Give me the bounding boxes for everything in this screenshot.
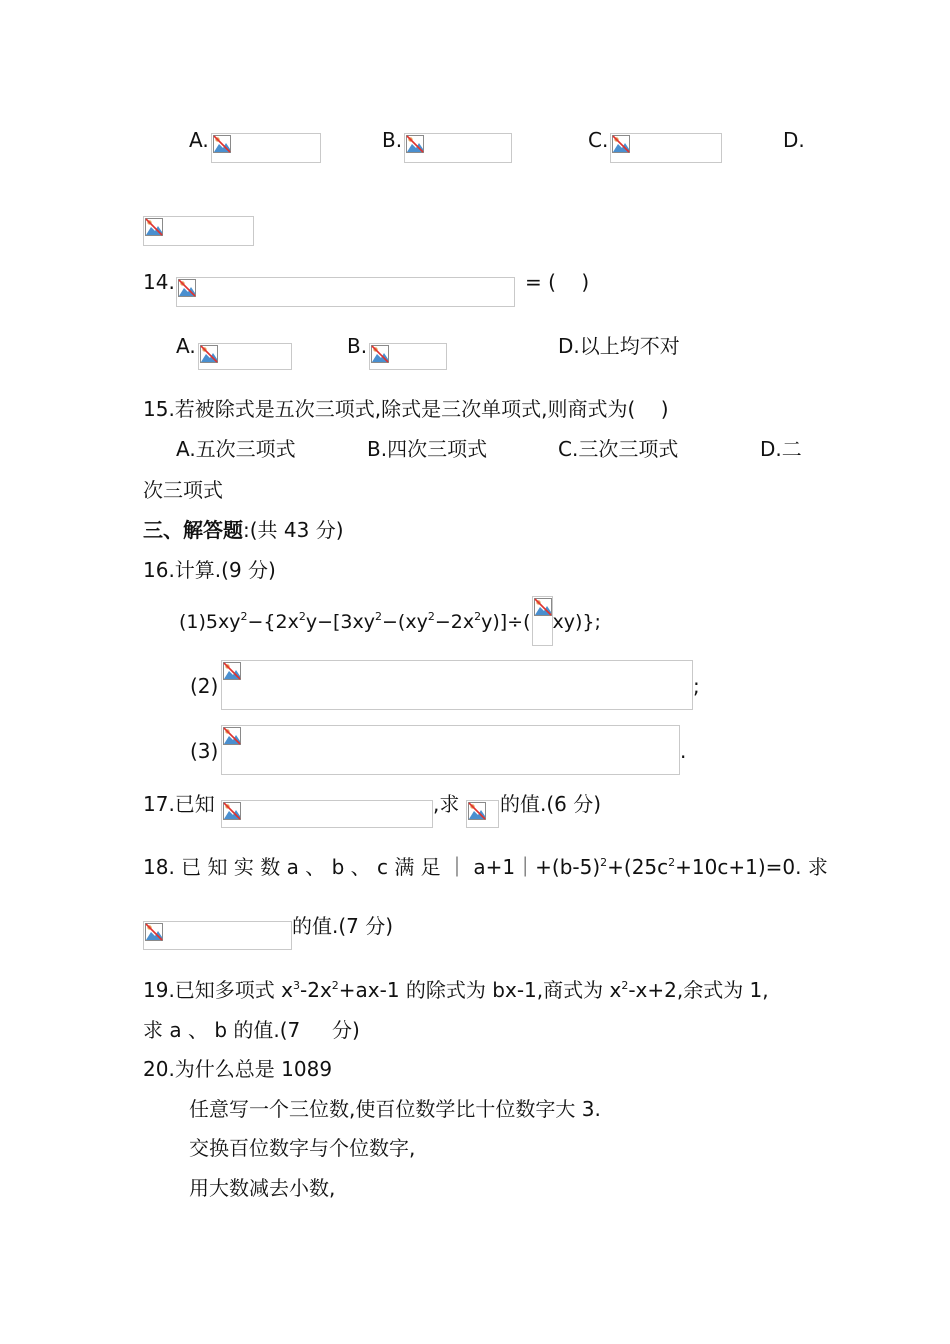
broken-image-icon xyxy=(200,345,218,363)
q13-option-c-image xyxy=(610,133,722,163)
q18-text: 18. 已 知 实 数 a 、 b 、 c 满 足 ｜ a+1｜+(b-5) xyxy=(143,855,601,879)
expr-text: −2x xyxy=(434,611,475,633)
section-heading xyxy=(143,518,344,542)
q15-option-d-continued: 次三项式 xyxy=(143,478,223,502)
q15-option-d: D.二 xyxy=(760,437,802,461)
broken-image-icon xyxy=(534,598,552,616)
q20-line2: 交换百位数字与个位数字, xyxy=(189,1136,416,1160)
q19-line1 xyxy=(143,978,769,1002)
broken-image-icon xyxy=(406,135,424,153)
exponent: 2 xyxy=(474,610,482,623)
broken-image-icon xyxy=(223,662,241,680)
q17-given-image xyxy=(221,800,433,828)
q19-text: -x+2,余式为 1, xyxy=(628,978,769,1002)
exponent: 2 xyxy=(427,610,435,623)
q15-option-b: B.四次三项式 xyxy=(367,437,488,461)
broken-image-icon xyxy=(223,802,241,820)
q15-option-c: C.三次三项式 xyxy=(558,437,679,461)
q18-text: +(25c xyxy=(607,855,669,879)
exponent: 2 xyxy=(375,610,382,623)
q13-option-b-image xyxy=(404,133,512,163)
expr-text: y)]÷( xyxy=(481,611,531,633)
q13-option-d-label: D. xyxy=(783,128,805,152)
q13-option-c-label: C. xyxy=(588,128,609,152)
broken-image-icon xyxy=(223,727,241,745)
exponent: 2 xyxy=(621,979,629,992)
q14-expression-image xyxy=(176,277,515,307)
broken-image-icon xyxy=(371,345,389,363)
q16-part3-label: (3) xyxy=(190,739,219,763)
q14-tail: = ( ) xyxy=(525,270,590,294)
q18-line2-suffix: 的值.(7 分) xyxy=(292,914,394,938)
broken-image-icon xyxy=(145,923,163,941)
q16-part2-end: ; xyxy=(693,674,700,698)
section-title: 三、解答题 xyxy=(143,518,243,542)
broken-image-icon xyxy=(468,802,486,820)
q13-option-a-label: A. xyxy=(189,128,209,152)
q13-option-b-label: B. xyxy=(382,128,403,152)
q19-line2: 求 a 、 b 的值.(7 分) xyxy=(143,1018,360,1042)
q18-target-image xyxy=(143,921,292,950)
q16-part2-label: (2) xyxy=(190,674,219,698)
q17-suffix: 的值.(6 分) xyxy=(500,792,602,816)
q14-option-d: D.以上均不对 xyxy=(558,334,680,358)
q19-text: -2x xyxy=(300,978,332,1002)
q13-option-d-image xyxy=(143,216,254,246)
broken-image-icon xyxy=(145,218,163,236)
exponent: 2 xyxy=(240,610,248,623)
q16-part3-image xyxy=(221,725,680,775)
q17-target-image xyxy=(466,800,499,828)
exponent: 2 xyxy=(600,856,608,869)
q18-text: +10c+1)=0. 求 xyxy=(675,855,828,879)
q14-option-a-label: A. xyxy=(176,334,196,358)
expr-text: (1)5xy xyxy=(179,611,241,633)
q13-option-a-image xyxy=(211,133,321,163)
exponent: 2 xyxy=(331,979,339,992)
expr-text: xy)}; xyxy=(552,611,601,633)
q20-stem: 20.为什么总是 1089 xyxy=(143,1057,333,1081)
q17-mid: ,求 xyxy=(433,792,460,816)
q16-part3-end: . xyxy=(680,739,687,763)
section-points: :(共 43 分) xyxy=(243,518,344,542)
q16-fraction-image xyxy=(532,596,553,646)
expr-text: y−[3xy xyxy=(305,611,375,633)
q20-line3: 用大数减去小数, xyxy=(189,1176,336,1200)
exponent: 2 xyxy=(298,610,306,623)
q16-stem: 16.计算.(9 分) xyxy=(143,558,276,582)
q18-line1 xyxy=(143,855,828,879)
q14-option-b-image xyxy=(369,343,447,370)
broken-image-icon xyxy=(178,279,196,297)
q14-option-b-label: B. xyxy=(347,334,368,358)
q19-text: +ax-1 的除式为 bx-1,商式为 x xyxy=(338,978,622,1002)
q15-option-a: A.五次三项式 xyxy=(176,437,296,461)
exponent: 2 xyxy=(668,856,676,869)
broken-image-icon xyxy=(213,135,231,153)
q15-stem: 15.若被除式是五次三项式,除式是三次单项式,则商式为( ) xyxy=(143,397,669,421)
q19-text: 19.已知多项式 x xyxy=(143,978,293,1002)
q16-part2-image xyxy=(221,660,693,710)
q14-option-a-image xyxy=(198,343,292,370)
broken-image-icon xyxy=(612,135,630,153)
expr-text: −{2x xyxy=(247,611,299,633)
expr-text: −(xy xyxy=(382,611,428,633)
q17-prefix: 17.已知 xyxy=(143,792,215,816)
q14-number: 14. xyxy=(143,270,175,294)
exponent: 3 xyxy=(293,979,300,992)
q20-line1: 任意写一个三位数,使百位数学比十位数字大 3. xyxy=(189,1097,601,1121)
